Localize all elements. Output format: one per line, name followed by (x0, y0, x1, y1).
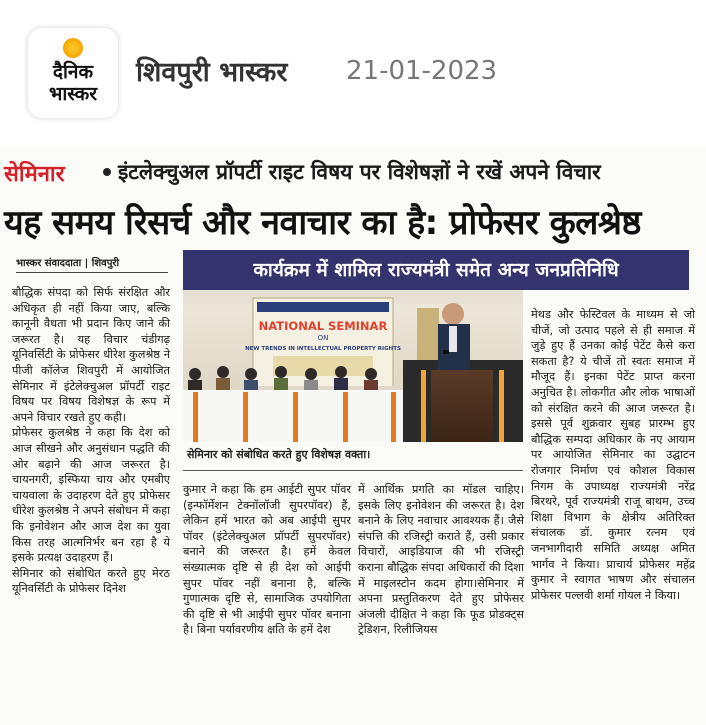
app-header (0, 0, 706, 145)
publication-date: 21-01-2023 (346, 56, 498, 86)
banner-text-line2: ON (317, 334, 329, 342)
headline: यह समय रिसर्च और नवाचार का है: प्रोफेसर कुलश्रेष्ठ (4, 203, 641, 243)
article-column-2 (183, 482, 351, 638)
paragraph: में आर्थिक प्रगति का मॉडल चाहिए। इसके लिए इनोवेशन की जरूरत है। देश बनाने के लिए नवाचार आवश्यक हैं। जैसे संपत्ति की रजिस्ट्री कराते हैं, उसी प्रकार विचारों, आइडियाज की भी रजिस्ट्री कराना बौद्धिक संपदा अधिकारों की दिशा में माइलस्टोन कदम होगा।सेमिनार में अपना प्रस्तुतिकरण देते हुए प्रोफेसर अंजली दीक्षित ने कहा कि फूड प्रोडक्ट्स ट्रेडिशन, रिलीजियस (358, 483, 524, 637)
kicker-line (0, 158, 706, 192)
kicker-text: इंटलेक्चुअल प्रॉपर्टी राइट विषय पर विशेषज्ञों ने रखें अपने विचार (118, 160, 601, 184)
byline: भास्कर संवाददाता | शिवपुरी (16, 258, 120, 269)
byline-divider (16, 272, 168, 273)
dainik-bhaskar-logo[interactable] (28, 28, 118, 118)
caption-divider (183, 470, 523, 471)
publication-title: शिवपुरी भास्कर (136, 57, 288, 88)
sun-icon (63, 38, 83, 58)
photo-banner: कार्यक्रम में शामिल राज्यमंत्री समेत अन्य जनप्रतिनिधि (183, 250, 689, 290)
seminar-photo (183, 290, 523, 442)
logo-text-line1: दैनिक (52, 61, 94, 83)
article-column-4 (531, 307, 695, 603)
bullet-icon (103, 168, 111, 176)
newspaper-clipping (0, 145, 706, 725)
logo-text-line2: भास्कर (48, 83, 98, 105)
kicker-label: सेमिनार (4, 162, 65, 187)
article-column-3 (358, 482, 524, 638)
paragraph: कुमार ने कहा कि हम आईटी सुपर पॉवर (इन्फॉर्मेशन टेक्नॉलॉजी सुपरपॉवर) हैं, लेकिन हमें भारत को अब आईपी सुपर पॉवर (इंटेलेक्चुअल प्रॉपर्टी सुपरपॉवर) बनाने की जरूरत है। हमें केवल संख्यात्मक दृष्टि से ही देश को आईपी सुपर पॉवर नहीं बनाना है, बल्कि गुणात्मक दृष्टि से, सामाजिक उपयोगिता की दृष्टि से भी आईपी सुपर पॉवर बनाना है। बिना पर्यावरणीय क्षति के हमें देश (183, 483, 351, 637)
paragraph: मेथड और फेस्टिवल के माध्यम से जो चीजें, जो उत्पाद पहले से ही समाज में जुड़े हुए हैं उनका कोई पेटेंट कैसे करा सकता है? ये चीजें तो स्वतः समाज में मौजूद हैं। इनका पेटेंट प्राप्त करना अनुचित है। लोकगीत और लोक भाषाओं को संरक्षित करने की आज जरूरत है। इससे पूर्व शुक्रवार सुबह प्रारम्भ हुए बौद्धिक सम्पदा अधिकार के नए आयाम पर आयोजित सेमिनार का उद्घाटन रोजगार निर्माण एवं कौशल विकास निगम के उपाध्यक्ष राज्यमंत्री नरेंद्र बिरथरे, पूर्व राज्यमंत्री राजू बाथम, उच्च शिक्षा विभाग के क्षेत्रीय अतिरिक्त संचालक डॉ. कुमार रत्नम एवं जनभागीदारी समिति अध्यक्ष अमित भार्गव ने किया। प्राचार्य प्रोफेसर महेंद्र कुमार ने स्वागत भाषण और संचालन प्रोफेसर पल्लवी शर्मा गोयल ने किया। (531, 308, 695, 602)
seminar-photo-graphic (183, 290, 523, 442)
paragraph: प्रोफेसर कुलश्रेष्ठ ने कहा कि देश को आज सीखने और अनुसंधान पद्धति की ओर बढ़ाने की आज जरूरत है। चायनगरी, इस्फिया चाय और एमबीए चायवाला के उदाहरण देते हुए प्रोफेसर धीरेश कुलश्रेष्ठ ने अपने संबोधन में कहा कि इनोवेशन और आज देश का युवा किस तरह आत्मनिर्भर बन रहा है ये इसके प्रत्यक्ष उदाहरण हैं। (12, 426, 170, 565)
paragraph: सेमिनार को संबोधित करते हुए मेरठ यूनिवर्सिटी के प्रोफेसर दिनेश (12, 566, 170, 596)
article-column-1 (12, 285, 170, 597)
banner-text-line1: NATIONAL SEMINAR (258, 319, 388, 333)
paragraph: बौद्धिक संपदा को सिर्फ संरक्षित और अधिकृत ही नहीं किया जाए, बल्कि कानूनी वैधता भी प्रदान किए जाने की जरूरत है। यह विचार चंडीगढ़ यूनिवर्सिटी के प्रोफेसर धीरेश कुलश्रेष्ठ ने पीजी कॉलेज शिवपुरी में आयोजित सेमिनार में इंटेलेक्चुअल प्रॉपर्टी राइट विषय पर विषय विशेषज्ञ के रूप में अपने विचार रखते हुए कही। (12, 286, 170, 424)
photo-caption: सेमिनार को संबोधित करते हुए विशेषज्ञ वक्ता। (187, 448, 371, 461)
banner-text-line3: NEW TRENDS IN INTELLECTUAL PROPERTY RIGHTS (245, 346, 401, 352)
